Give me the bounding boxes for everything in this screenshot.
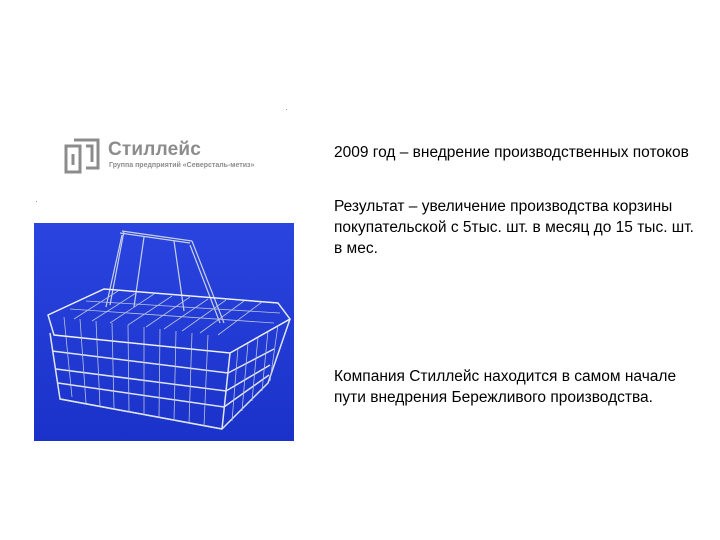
decorative-dot — [36, 201, 37, 202]
text-line-2009: 2009 год – внедрение производственных потоков — [334, 144, 689, 161]
decorative-dot — [286, 109, 287, 110]
company-logo — [64, 138, 274, 176]
text-company-lean: Компания Стиллейс находится в самом начале пути внедрения Бережливого производства. — [334, 368, 677, 406]
stilleys-logo-mark-icon — [64, 138, 100, 174]
logo-name: Стиллейс — [108, 139, 202, 160]
shopping-basket-photo — [34, 223, 294, 441]
shopping-basket-icon — [34, 223, 294, 441]
logo-tagline: Группа предприятий «Северсталь-метиз» — [109, 162, 255, 169]
text-result: Результат – увеличение производства корзины покупательской с 5тыс. шт. в месяц до 15 тыс. шт. в мес. — [334, 198, 694, 257]
